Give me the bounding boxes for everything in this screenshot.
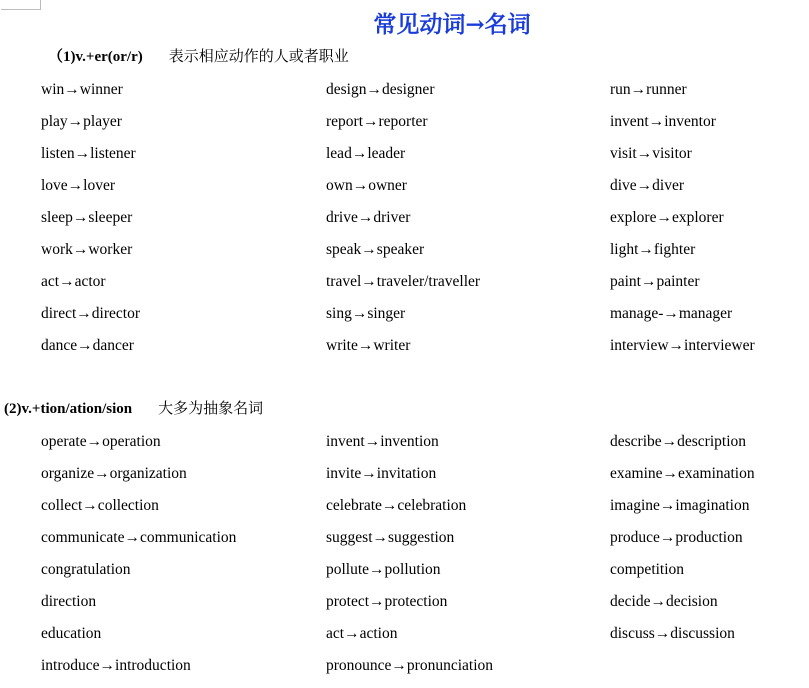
word-pair: examine→examination	[610, 465, 755, 482]
word-pair: decide→decision	[610, 593, 718, 610]
word-pair: sleep→sleeper	[41, 209, 133, 226]
table-row	[0, 78, 809, 102]
section-1-label: （1)v.+er(or/r)	[48, 49, 143, 65]
word-pair: direct→director	[41, 305, 140, 322]
word-pair: dance→dancer	[41, 337, 134, 354]
word-pair: report→reporter	[326, 113, 428, 130]
word-pair: communicate→communication	[41, 529, 237, 546]
word-pair: win→winner	[41, 81, 123, 98]
word-pair: drive→driver	[326, 209, 411, 226]
page-title: 常见动词→名词	[373, 11, 531, 38]
word-pair: produce→production	[610, 529, 743, 546]
word-pair: play→player	[41, 113, 122, 130]
table-row	[0, 430, 809, 454]
table-row	[0, 206, 809, 230]
word-pair: love→lover	[41, 177, 116, 194]
table-row	[0, 238, 809, 262]
word-pair: manage-→manager	[610, 305, 733, 322]
word-pair: act→actor	[41, 273, 106, 290]
table-row	[0, 142, 809, 166]
word-pair: pollute→pollution	[326, 561, 441, 578]
word-pair: light→fighter	[610, 241, 696, 258]
word-pair: celebrate→celebration	[326, 497, 467, 514]
section-2-heading	[4, 397, 263, 419]
word-pair: pronounce→pronunciation	[326, 657, 494, 674]
section-2-note: 大多为抽象名词	[158, 399, 264, 417]
table-row	[0, 110, 809, 134]
word-pair: invent→invention	[326, 433, 439, 450]
word-pair: lead→leader	[326, 145, 406, 162]
section-2-label: (2)v.+tion/ation/sion	[4, 401, 133, 417]
word-pair: invite→invitation	[326, 465, 437, 482]
word-pair: act→action	[326, 625, 398, 642]
word-pair: sing→singer	[326, 305, 406, 322]
table-row	[0, 622, 809, 646]
word-pair: interview→interviewer	[610, 337, 755, 354]
word-pair: suggest→suggestion	[326, 529, 455, 546]
word-pair: invent→inventor	[610, 113, 716, 130]
table-row	[0, 462, 809, 486]
word-pair: own→owner	[326, 177, 407, 194]
word-pair: organize→organization	[41, 465, 187, 482]
word-pair: listen→listener	[41, 145, 136, 162]
word-pair: discuss→discussion	[610, 625, 735, 642]
word-pair: protect→protection	[326, 593, 448, 610]
word-pair: dive→diver	[610, 177, 685, 194]
table-row	[0, 174, 809, 198]
table-row	[0, 270, 809, 294]
table-row	[0, 558, 809, 582]
word-pair: competition	[610, 561, 685, 578]
word-pair: paint→painter	[610, 273, 700, 290]
word-pair: introduce→introduction	[41, 657, 191, 674]
section-1-heading	[48, 45, 349, 67]
word-pair: describe→description	[610, 433, 747, 450]
word-pair: design→designer	[326, 81, 435, 98]
table-row	[0, 334, 809, 358]
table-row	[0, 654, 809, 678]
word-pair: travel→traveler/traveller	[326, 273, 481, 290]
word-pair: work→worker	[41, 241, 133, 258]
table-row	[0, 526, 809, 550]
word-pair: write→writer	[326, 337, 411, 354]
word-pair: visit→visitor	[610, 145, 692, 162]
word-pair: direction	[41, 593, 97, 610]
word-pair: education	[41, 625, 102, 642]
word-pair: explore→explorer	[610, 209, 724, 226]
word-pair: collect→collection	[41, 497, 159, 514]
word-pair: speak→speaker	[326, 241, 425, 258]
word-pair: run→runner	[610, 81, 687, 98]
section-1-note: 表示相应动作的人或者职业	[168, 47, 349, 65]
word-pair: operate→operation	[41, 433, 161, 450]
table-row	[0, 302, 809, 326]
table-row	[0, 590, 809, 614]
word-pair: imagine→imagination	[610, 497, 750, 514]
table-row	[0, 494, 809, 518]
word-pair: congratulation	[41, 561, 131, 578]
